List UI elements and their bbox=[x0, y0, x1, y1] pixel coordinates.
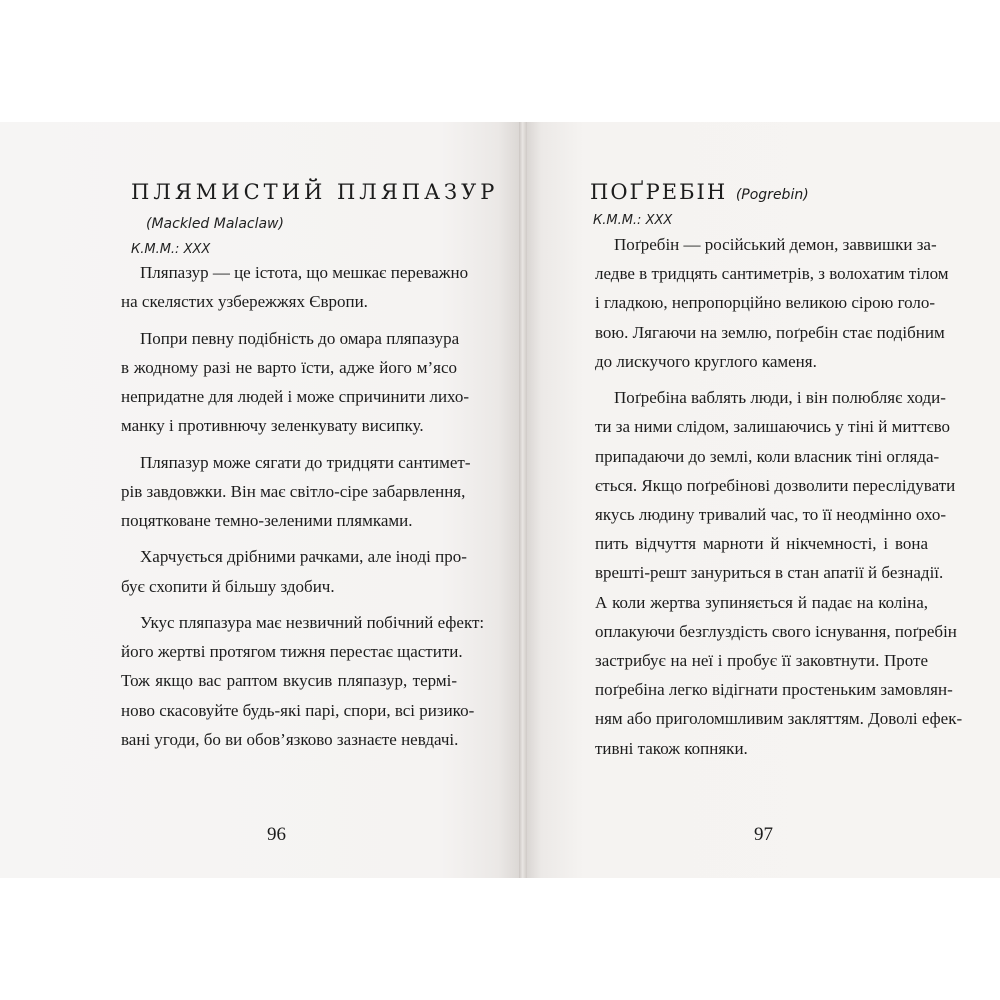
text-line: Укус пляпазура має незвичний побічний ефект: bbox=[140, 612, 485, 632]
right-page-title: ПОҐРЕБІН bbox=[590, 180, 728, 204]
text-line: Пляпазур — це істота, що мешкає переважно bbox=[140, 263, 469, 282]
text-line: до лискучого круглого каменя. bbox=[595, 351, 817, 371]
right-classification: К.М.М.: XXX bbox=[593, 213, 673, 228]
left-classification: К.М.М.: XXX bbox=[131, 242, 211, 257]
text-line: поцятковане темно-зеленими плямками. bbox=[121, 511, 413, 530]
text-line: на скелястих узбережжях Європи. bbox=[121, 292, 368, 312]
paragraph bbox=[121, 542, 467, 600]
left-latin-name: (Mackled Malaclaw) bbox=[146, 216, 284, 232]
text-line: і гладкою, непропорційно великою сірою голо- bbox=[595, 293, 936, 313]
text-line: ново скасовуйте будь-які парі, спори, всі ризико- bbox=[121, 700, 475, 720]
text-line: вою. Лягаючи на землю, поґребін стає подібним bbox=[595, 322, 945, 342]
text-line: Попри певну подібність до омара пляпазура bbox=[140, 328, 460, 348]
text-line: Поґребіна ваблять люди, і він полюбляє ходи- bbox=[614, 388, 946, 408]
paragraph bbox=[121, 258, 469, 316]
text-line: непридатне для людей і може спричинити лихо- bbox=[121, 387, 470, 406]
left-body-text bbox=[121, 258, 485, 761]
paragraph bbox=[121, 448, 471, 536]
text-line: ється. Якщо поґребінові дозволити переслідувати bbox=[595, 475, 956, 495]
text-line: врешті-решт зануриться в стан апатії й безнадії. bbox=[595, 563, 944, 583]
right-page bbox=[527, 122, 1000, 878]
text-line: ледве в тридцять сантиметрів, з волохатим тілом bbox=[595, 264, 949, 284]
text-line: застрибує на неї і пробує її заковтнути. Проте bbox=[595, 651, 928, 671]
text-line: ням або приголомшливим закляттям. Доволі ефек- bbox=[595, 709, 963, 729]
text-line: пить відчуття марноти й нікчемності, і вона bbox=[595, 534, 928, 554]
text-line: оплакуючи безглуздість свого існування, поґребін bbox=[595, 621, 957, 641]
text-line: Харчується дрібними рачками, але іноді про- bbox=[140, 547, 467, 567]
text-line: Пляпазур може сягати до тридцяти сантимет- bbox=[140, 452, 471, 472]
left-page bbox=[0, 122, 519, 878]
text-line: манку і противнючу зеленкувату висипку. bbox=[121, 416, 424, 436]
right-latin-name: (Pogrebin) bbox=[735, 187, 809, 203]
text-line: якусь людину тривалий час, то її неодмінно охо- bbox=[595, 505, 947, 525]
paragraph bbox=[121, 608, 485, 754]
paragraph bbox=[595, 383, 963, 763]
right-page-heading bbox=[590, 180, 809, 204]
book-gutter bbox=[519, 122, 527, 878]
text-line: А коли жертва зупиняється й падає на коліна, bbox=[595, 592, 928, 612]
text-line: Поґребін — російський демон, заввишки за- bbox=[614, 235, 937, 254]
text-line: в жодному разі не варто їсти, адже його м’ясо bbox=[121, 357, 457, 377]
paragraph bbox=[595, 230, 949, 376]
text-line: ти за ними слідом, залишаючись у тіні й миттєво bbox=[595, 417, 951, 437]
right-body-text bbox=[595, 230, 963, 770]
text-line: вані угоди, бо ви обов’язково зазнаєте невдачі. bbox=[121, 729, 459, 749]
paragraph bbox=[121, 324, 470, 441]
page-number-left: 96 bbox=[267, 824, 286, 845]
text-line: його жертві протягом тижня перестає щастити. bbox=[121, 642, 463, 662]
text-line: бує схопити й більшу здобич. bbox=[121, 576, 335, 596]
left-page-title: ПЛЯМИСТИЙ ПЛЯПАЗУР bbox=[131, 180, 499, 204]
text-line: поґребіна легко відігнати простеньким замовлян- bbox=[595, 680, 953, 700]
text-line: Тож якщо вас раптом вкусив пляпазур, термі- bbox=[121, 671, 457, 691]
text-line: рів завдовжки. Він має світло-сіре забарвлення, bbox=[121, 481, 466, 501]
page-number-right: 97 bbox=[754, 824, 773, 845]
text-line: припадаючи до землі, коли власник тіні огляда- bbox=[595, 446, 940, 466]
book-spread bbox=[0, 122, 1000, 878]
text-line: тивні також копняки. bbox=[595, 738, 748, 758]
